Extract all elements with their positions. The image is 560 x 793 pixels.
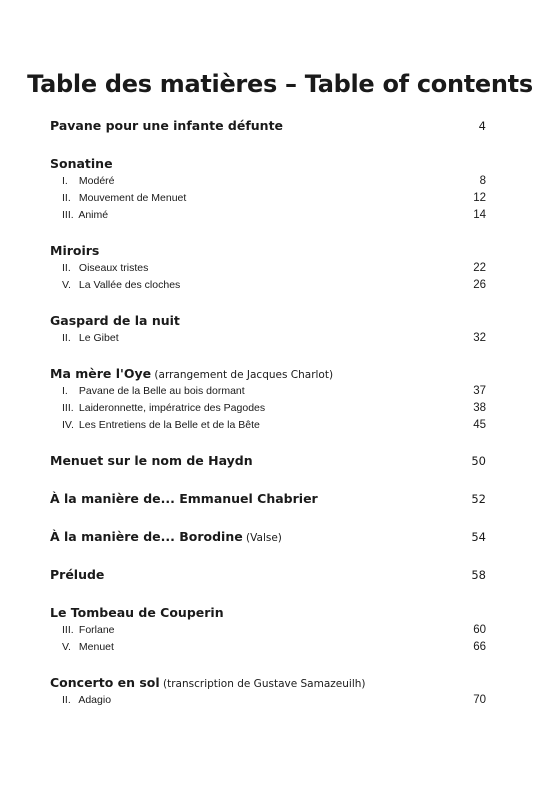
toc-entry-title: Gaspard de la nuit: [50, 313, 180, 328]
toc-subentry-title-group: [62, 262, 148, 274]
toc-subentry[interactable]: [50, 385, 486, 402]
toc-page-number: 66: [473, 641, 486, 653]
toc-subentry-title-group: [62, 279, 180, 291]
toc-subentry-title-group: [62, 332, 119, 344]
toc-subentry-number: II.: [62, 694, 71, 706]
toc-page-number: 32: [473, 332, 486, 344]
toc-entry-heading[interactable]: [50, 491, 486, 512]
toc-subentry[interactable]: [50, 262, 486, 279]
toc-entry-title-group: [50, 366, 333, 381]
toc-subentry-title: Mouvement de Menuet: [76, 192, 187, 204]
toc-entry-title: Sonatine: [50, 156, 113, 171]
toc-entry: [50, 156, 486, 226]
toc-entry-heading[interactable]: [50, 453, 486, 474]
toc-subentry-title-group: [62, 192, 186, 204]
toc-subentry-title: La Vallée des cloches: [76, 279, 181, 291]
toc-subentry[interactable]: [50, 419, 486, 436]
toc-subentry-title-group: [62, 385, 245, 397]
toc-entry: [50, 453, 486, 474]
toc-page-number: 50: [471, 454, 486, 468]
toc-subentry-number: III.: [62, 209, 74, 221]
toc-entry-title: Ma mère l'Oye: [50, 366, 152, 381]
toc-subentry-title-group: [62, 624, 115, 636]
toc-page-number: 4: [478, 119, 486, 133]
toc-subentry-title-group: [62, 402, 265, 414]
toc-subentry-number: V.: [62, 641, 71, 653]
toc-entry: [50, 675, 486, 711]
toc-subentry-title: Le Gibet: [76, 332, 119, 344]
toc-entry-title-group: [50, 491, 318, 506]
toc-entry: [50, 529, 486, 550]
toc-entry: [50, 243, 486, 296]
toc-subentry-title: Laideronnette, impératrice des Pagodes: [76, 402, 266, 414]
toc-entry-title: Miroirs: [50, 243, 100, 258]
toc-entry-title: Concerto en sol: [50, 675, 160, 690]
toc-subentry-number: III.: [62, 624, 74, 636]
toc-subentry-title: Modéré: [76, 175, 115, 187]
toc-page-number: 12: [473, 192, 486, 204]
toc-entry-note: (arrangement de Jacques Charlot): [151, 369, 334, 381]
toc-page-number: 52: [471, 492, 486, 506]
toc-page-number: 70: [473, 694, 486, 706]
toc-subentry-number: I.: [62, 385, 68, 397]
toc-subentry[interactable]: [50, 279, 486, 296]
toc-subentry-number: V.: [62, 279, 71, 291]
toc-subentry-title-group: [62, 419, 260, 431]
toc-subentry-number: II.: [62, 262, 71, 274]
toc-entry-title: Prélude: [50, 567, 105, 582]
toc-subentry[interactable]: [50, 192, 486, 209]
toc-entry: [50, 366, 486, 436]
toc-entry-title-group: [50, 605, 224, 620]
toc-subentry-title: Les Entretiens de la Belle et de la Bête: [76, 419, 260, 431]
toc-entry-title-group: [50, 156, 113, 171]
toc-entry-title: Pavane pour une infante défunte: [50, 118, 284, 133]
toc-entry-title-group: [50, 529, 282, 544]
toc-entry-title-group: [50, 313, 180, 328]
toc-subentry[interactable]: [50, 694, 486, 711]
toc-page-number: 38: [473, 402, 486, 414]
toc-entry: [50, 605, 486, 658]
toc-entry-heading[interactable]: [50, 567, 486, 588]
toc-subentry[interactable]: [50, 641, 486, 658]
toc-entry-note: (Valse): [242, 532, 282, 544]
toc-subentry-number: IV.: [62, 419, 74, 431]
toc-entry-heading[interactable]: [50, 118, 486, 139]
toc-entry-heading[interactable]: [50, 156, 486, 175]
toc-page-number: 58: [471, 568, 486, 582]
toc-entry-heading[interactable]: [50, 366, 486, 385]
toc-page-number: 37: [473, 385, 486, 397]
toc-subentry-number: II.: [62, 192, 71, 204]
toc-subentry[interactable]: [50, 624, 486, 641]
toc-page-number: 60: [473, 624, 486, 636]
toc-entry: [50, 567, 486, 588]
toc-entry-heading[interactable]: [50, 313, 486, 332]
toc-page-number: 54: [471, 530, 486, 544]
toc-subentry-title: Adagio: [76, 694, 112, 706]
toc-subentry-title: Forlane: [76, 624, 115, 636]
toc-subentry-number: II.: [62, 332, 71, 344]
toc-entry: [50, 313, 486, 349]
table-of-contents: [50, 118, 486, 728]
toc-entry-title-group: [50, 675, 365, 690]
toc-entry-note: (transcription de Gustave Samazeuilh): [159, 678, 366, 690]
toc-entry-title: À la manière de... Borodine: [50, 529, 243, 544]
toc-entry-title: Menuet sur le nom de Haydn: [50, 453, 253, 468]
toc-entry-heading[interactable]: [50, 605, 486, 624]
toc-entry-title-group: [50, 567, 104, 582]
toc-entry-heading[interactable]: [50, 529, 486, 550]
page-title: Table des matières – Table of contents: [27, 70, 533, 99]
toc-subentry-title: Oiseaux tristes: [76, 262, 149, 274]
toc-subentry-title-group: [62, 209, 108, 221]
toc-subentry-title-group: [62, 175, 115, 187]
toc-subentry-title-group: [62, 641, 114, 653]
toc-entry-heading[interactable]: [50, 243, 486, 262]
toc-subentry[interactable]: [50, 209, 486, 226]
toc-entry-title-group: [50, 243, 99, 258]
toc-entry-heading[interactable]: [50, 675, 486, 694]
toc-page-number: 8: [479, 175, 486, 187]
toc-subentry-title: Animé: [76, 209, 109, 221]
toc-subentry-title: Menuet: [76, 641, 114, 653]
toc-page-number: 14: [473, 209, 486, 221]
toc-subentry-number: I.: [62, 175, 68, 187]
toc-page-number: 26: [473, 279, 486, 291]
toc-subentry-title-group: [62, 694, 111, 706]
toc-entry-title-group: [50, 453, 253, 468]
toc-subentry[interactable]: [50, 175, 486, 192]
toc-subentry[interactable]: [50, 402, 486, 419]
toc-subentry[interactable]: [50, 332, 486, 349]
toc-entry-title: À la manière de... Emmanuel Chabrier: [50, 491, 318, 506]
toc-entry: [50, 118, 486, 139]
toc-subentry-number: III.: [62, 402, 74, 414]
toc-page-number: 22: [473, 262, 486, 274]
toc-page-number: 45: [473, 419, 486, 431]
toc-entry-title-group: [50, 118, 283, 133]
toc-entry-title: Le Tombeau de Couperin: [50, 605, 224, 620]
toc-entry: [50, 491, 486, 512]
toc-subentry-title: Pavane de la Belle au bois dormant: [76, 385, 245, 397]
